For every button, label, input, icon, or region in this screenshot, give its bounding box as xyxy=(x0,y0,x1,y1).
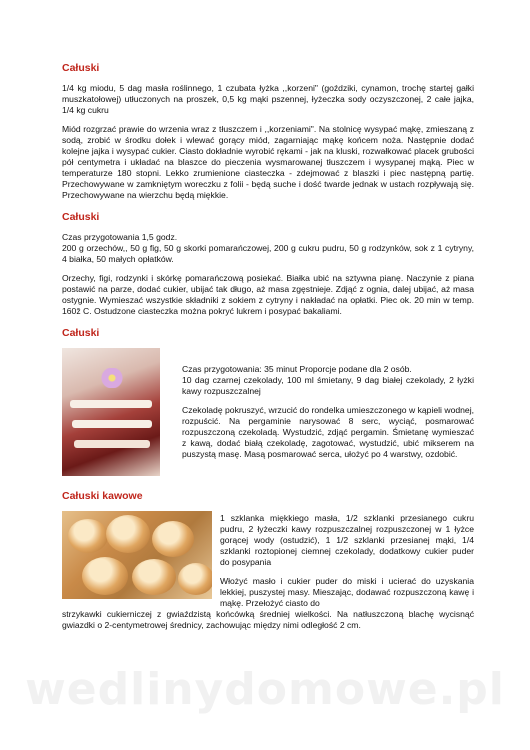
recipe-page xyxy=(62,62,474,641)
ingredients-text: 1/4 kg miodu, 5 dag masła roślinnego, 1 czubata łyżka ,,korzeni" (goździki, cynamon, trochę startej gałki muszkatołowej) utłuczonych na proszek, 0,5 kg mąki pszennej, łyżeczka sody oczyszczonej, 2 całe jajka, 1/4 kg cukru xyxy=(62,83,474,115)
recipe-section-1 xyxy=(62,62,474,201)
watermark: wedlinydomowe.pl xyxy=(25,664,505,715)
prep-time-text: Czas przygotowania: 35 minut Proporcje podane dla 2 osób. xyxy=(182,364,412,374)
instructions-text: Orzechy, figi, rodzynki i skórkę pomarańczową posiekać. Białka ubić na sztywna pianę. Naczynie z piana postawić na parze, dodać cukier, ubijać tak długo, aż masa zgęstnieje. Zdjąć z ognia, dalej ubijać, aż masa ostygnie. Wymieszać wszystkie składniki z sokiem z cytryny i nakładać na opłatki. Piec ok. 20 min w temp. 160ž C. Ostudzone ciasteczka można pokryć lukrem i posypać bakaliami. xyxy=(62,273,474,316)
instructions-continued-text: strzykawki cukierniczej z gwiaździstą końcówką średniej wielkości. Na natłuszczoną blachę wycisnąć gwiazdki o 2-centymetrowej średnicy, zachowując między nimi odległość 2 cm. xyxy=(62,609,474,630)
instructions-text: Czekoladę pokruszyć, wrzucić do rondelka umieszczonego w kąpieli wodnej, rozpuścić. Na pergaminie narysować 8 serc, wyciąć, posmarować rozpuszczoną czekoladą. Wystudzić, zdjąć pergamin. Śmietanę wymieszać z kawą, dodać białą czekoladę, zagotować, wystudzić, ubić mikserem na puszystą masę. Masą posmarować serca, ułożyć po 4 warstwy, ozdobić. xyxy=(182,405,474,459)
coffee-cookies-photo xyxy=(62,511,212,599)
flower-decoration-icon xyxy=(100,368,124,388)
recipe-title: Całuski xyxy=(62,62,100,74)
recipe-section-2 xyxy=(62,211,474,317)
recipe-title: Całuski xyxy=(62,211,100,223)
instructions-text: Włożyć masło i cukier puder do miski i ucierać do uzyskania lekkiej, puszystej masy. Mieszając, dodawać rozpuszczoną kawę i mąkę. Przełożyć ciasto do xyxy=(220,576,474,608)
ingredients-text: 200 g orzechów,, 50 g fig, 50 g skorki pomarańczowej, 200 g cukru pudru, 50 g rodzynków, sok z 1 cytryny, 4 białka, 50 małych opłatków. xyxy=(62,243,474,264)
ingredients-text: 1 szklanka miękkiego masła, 1/2 szklanki przesianego cukru pudru, 2 łyżeczki kawy rozpuszczalnej rozpuszczonej w 1 łyżce gorącej wody (ostudzić), 1 1/2 szklanki przesianej mąki, 1/4 szklanki roztopionej ciemnej czekolady, dodatkowy cukier puder do posypania xyxy=(220,513,474,567)
prep-time-text: Czas przygotowania 1,5 godz. xyxy=(62,232,178,242)
recipe-title: Całuski xyxy=(62,327,100,339)
recipe-row xyxy=(62,511,474,609)
chocolate-hearts-photo xyxy=(62,348,160,476)
instructions-text: Miód rozgrzać prawie do wrzenia wraz z tłuszczem i ,,korzeniami". Na stolnicę wysypać mąkę, zmieszaną z sodą, zrobić w środku dołek i wlewać gorący miód, zagarniając mąkę końcem noża. Następnie dodać kolejne jajka i wysypać cukier. Ciasto dokładnie wyrobić rękami - jak na kluski, rozwałkować placek grubości pół centymetra i układać na blaszce do pieczenia wysmarowanej tłuszczem i wysypanej mąką. Piec w temperaturze 180 stopni. Lekko zrumienione ciasteczka - zdejmować z blaszki i piec następną partię. Przechowywane w zamkniętym woreczku z folii - będą suche i dość twarde jednak w ustach rozpływają się. Przechowywane na wierzchu będą miękkie. xyxy=(62,124,474,200)
recipe-section-3 xyxy=(62,327,474,480)
recipe-row xyxy=(62,348,474,480)
recipe-title: Całuski kawowe xyxy=(62,490,143,502)
recipe-section-4 xyxy=(62,490,474,631)
ingredients-text: 10 dag czarnej czekolady, 100 ml śmietany, 9 dag białej czekolady, 2 łyżki kawy rozpuszczalnej xyxy=(182,375,474,396)
